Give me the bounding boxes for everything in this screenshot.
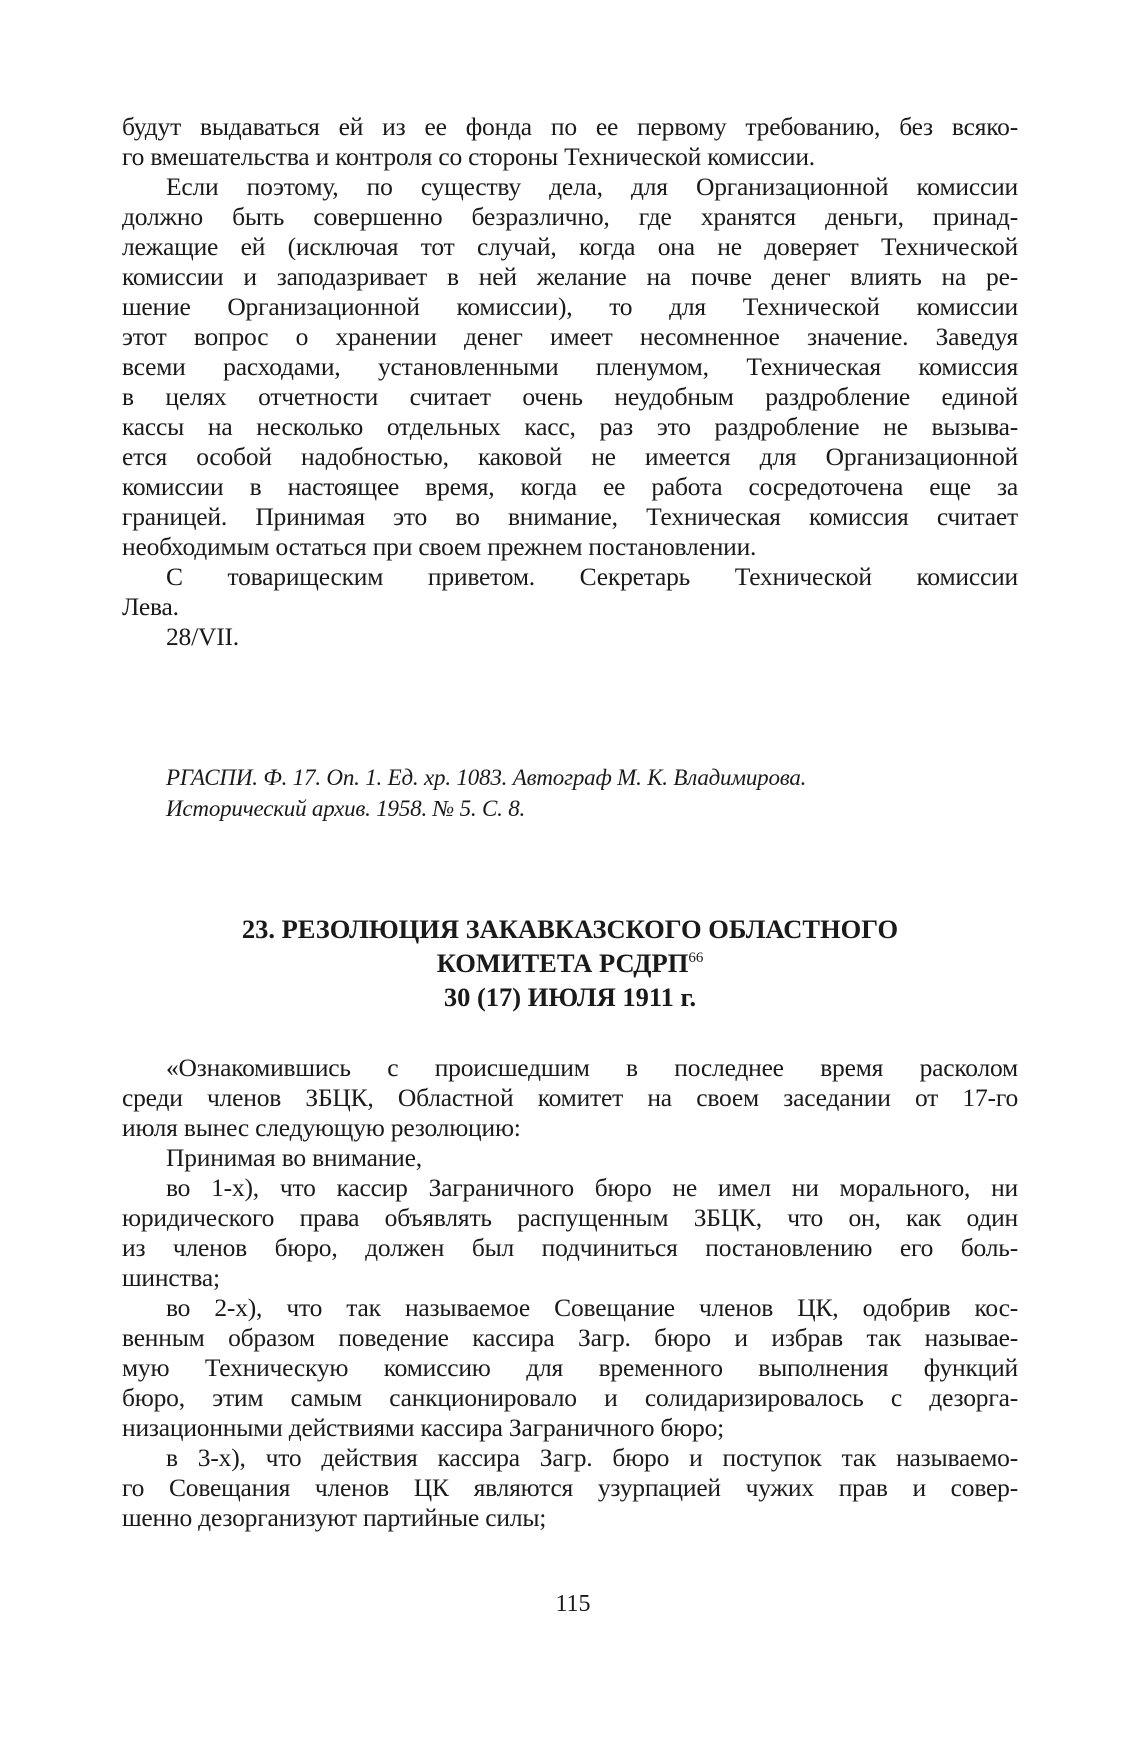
text-line: должно быть совершенно безразлично, где хранятся деньги, принад- <box>122 202 1018 231</box>
text-line: ется особой надобностью, каковой не имеется для Организационной <box>122 442 1018 471</box>
text-line: го Совещания членов ЦК являются узурпацией чужих прав и совер- <box>122 1473 1018 1502</box>
heading-line-2 <box>122 946 1018 980</box>
footnote-reference[interactable]: 66 <box>688 950 704 966</box>
text-line: комиссии и заподазривает в ней желание на почве денег влиять на ре- <box>122 262 1018 291</box>
text-line: из членов бюро, должен был подчиниться постановлению его боль- <box>122 1233 1018 1262</box>
text-line: шинства; <box>122 1263 220 1292</box>
text-line: юридического права объявлять распущенным ЗБЦК, что он, как один <box>122 1203 1018 1232</box>
text-line: лежащие ей (исключая тот случай, когда она не доверяет Технической <box>122 232 1018 261</box>
text-line: границей. Принимая это во внимание, Техническая комиссия считает <box>122 502 1018 531</box>
text-line: этот вопрос о хранении денег имеет несомненное значение. Заведуя <box>122 322 1018 351</box>
text-line: низационными действиями кассира Заграничного бюро; <box>122 1413 725 1442</box>
text-line: среди членов ЗБЦК, Областной комитет на своем заседании от 17-го <box>122 1083 1018 1112</box>
letter-date: 28/VII. <box>166 622 239 651</box>
text-line: комиссии в настоящее время, когда ее работа сосредоточена еще за <box>122 472 1018 501</box>
text-line: шенно дезорганизуют партийные силы; <box>122 1503 547 1532</box>
document-heading <box>122 912 1018 1014</box>
text-line: июля вынес следующую резолюцию: <box>122 1113 521 1142</box>
letter-continuation <box>122 112 1018 652</box>
paragraph-start: Если поэтому, по существу дела, для Организационной комиссии <box>166 172 1018 201</box>
publication-reference: Исторический архив. 1958. № 5. С. 8. <box>166 796 526 821</box>
text-line: мую Техническую комиссию для временного выполнения функций <box>122 1353 1018 1382</box>
heading-line-1: 23. РЕЗОЛЮЦИЯ ЗАКАВКАЗСКОГО ОБЛАСТНОГО <box>241 914 899 944</box>
text-line: всеми расходами, установленными пленумом, Техническая комиссия <box>122 352 1018 381</box>
text-line: необходимым остаться при своем прежнем постановлении. <box>122 532 757 561</box>
text-line: го вмешательства и контроля со стороны Технической комиссии. <box>122 142 815 171</box>
source-note <box>122 762 1018 824</box>
text-line: венным образом поведение кассира Загр. бюро и избрав так называе- <box>122 1323 1018 1352</box>
text-line: шение Организационной комиссии), то для Технической комиссии <box>122 292 1018 321</box>
point-2-start: во 2-х), что так называемое Совещание членов ЦК, одобрив кос- <box>166 1293 1018 1322</box>
point-1-start: во 1-х), что кассир Заграничного бюро не имел ни морального, ни <box>166 1173 1018 1202</box>
paragraph-start: Принимая во внимание, <box>166 1143 422 1172</box>
heading-date: 30 (17) ИЮЛЯ 1911 г. <box>443 982 697 1012</box>
text-line: кассы на несколько отдельных касс, раз это раздробление не вызыва- <box>122 412 1018 441</box>
text-line: будут выдаваться ей из ее фонда по ее первому требованию, без всяко- <box>122 112 1018 141</box>
text-line: бюро, этим самым санкционировало и солидаризировалось с дезорга- <box>122 1383 1018 1412</box>
resolution-text <box>122 1053 1018 1533</box>
heading-organization: КОМИТЕТА РСДРП <box>436 948 689 978</box>
archive-reference: РГАСПИ. Ф. 17. Оп. 1. Ед. хр. 1083. Автограф М. К. Владимирова. <box>166 765 807 790</box>
closing-salutation: С товарищеским приветом. Секретарь Технической комиссии <box>166 562 1018 591</box>
paragraph-start: «Ознакомившись с происшедшим в последнее время расколом <box>166 1053 1018 1082</box>
text-line: в целях отчетности считает очень неудобным раздробление единой <box>122 382 1018 411</box>
point-3-start: в 3-х), что действия кассира Загр. бюро и поступок так называемо- <box>166 1443 1018 1472</box>
page-number: 115 <box>555 1591 591 1617</box>
signature: Лева. <box>122 592 179 621</box>
